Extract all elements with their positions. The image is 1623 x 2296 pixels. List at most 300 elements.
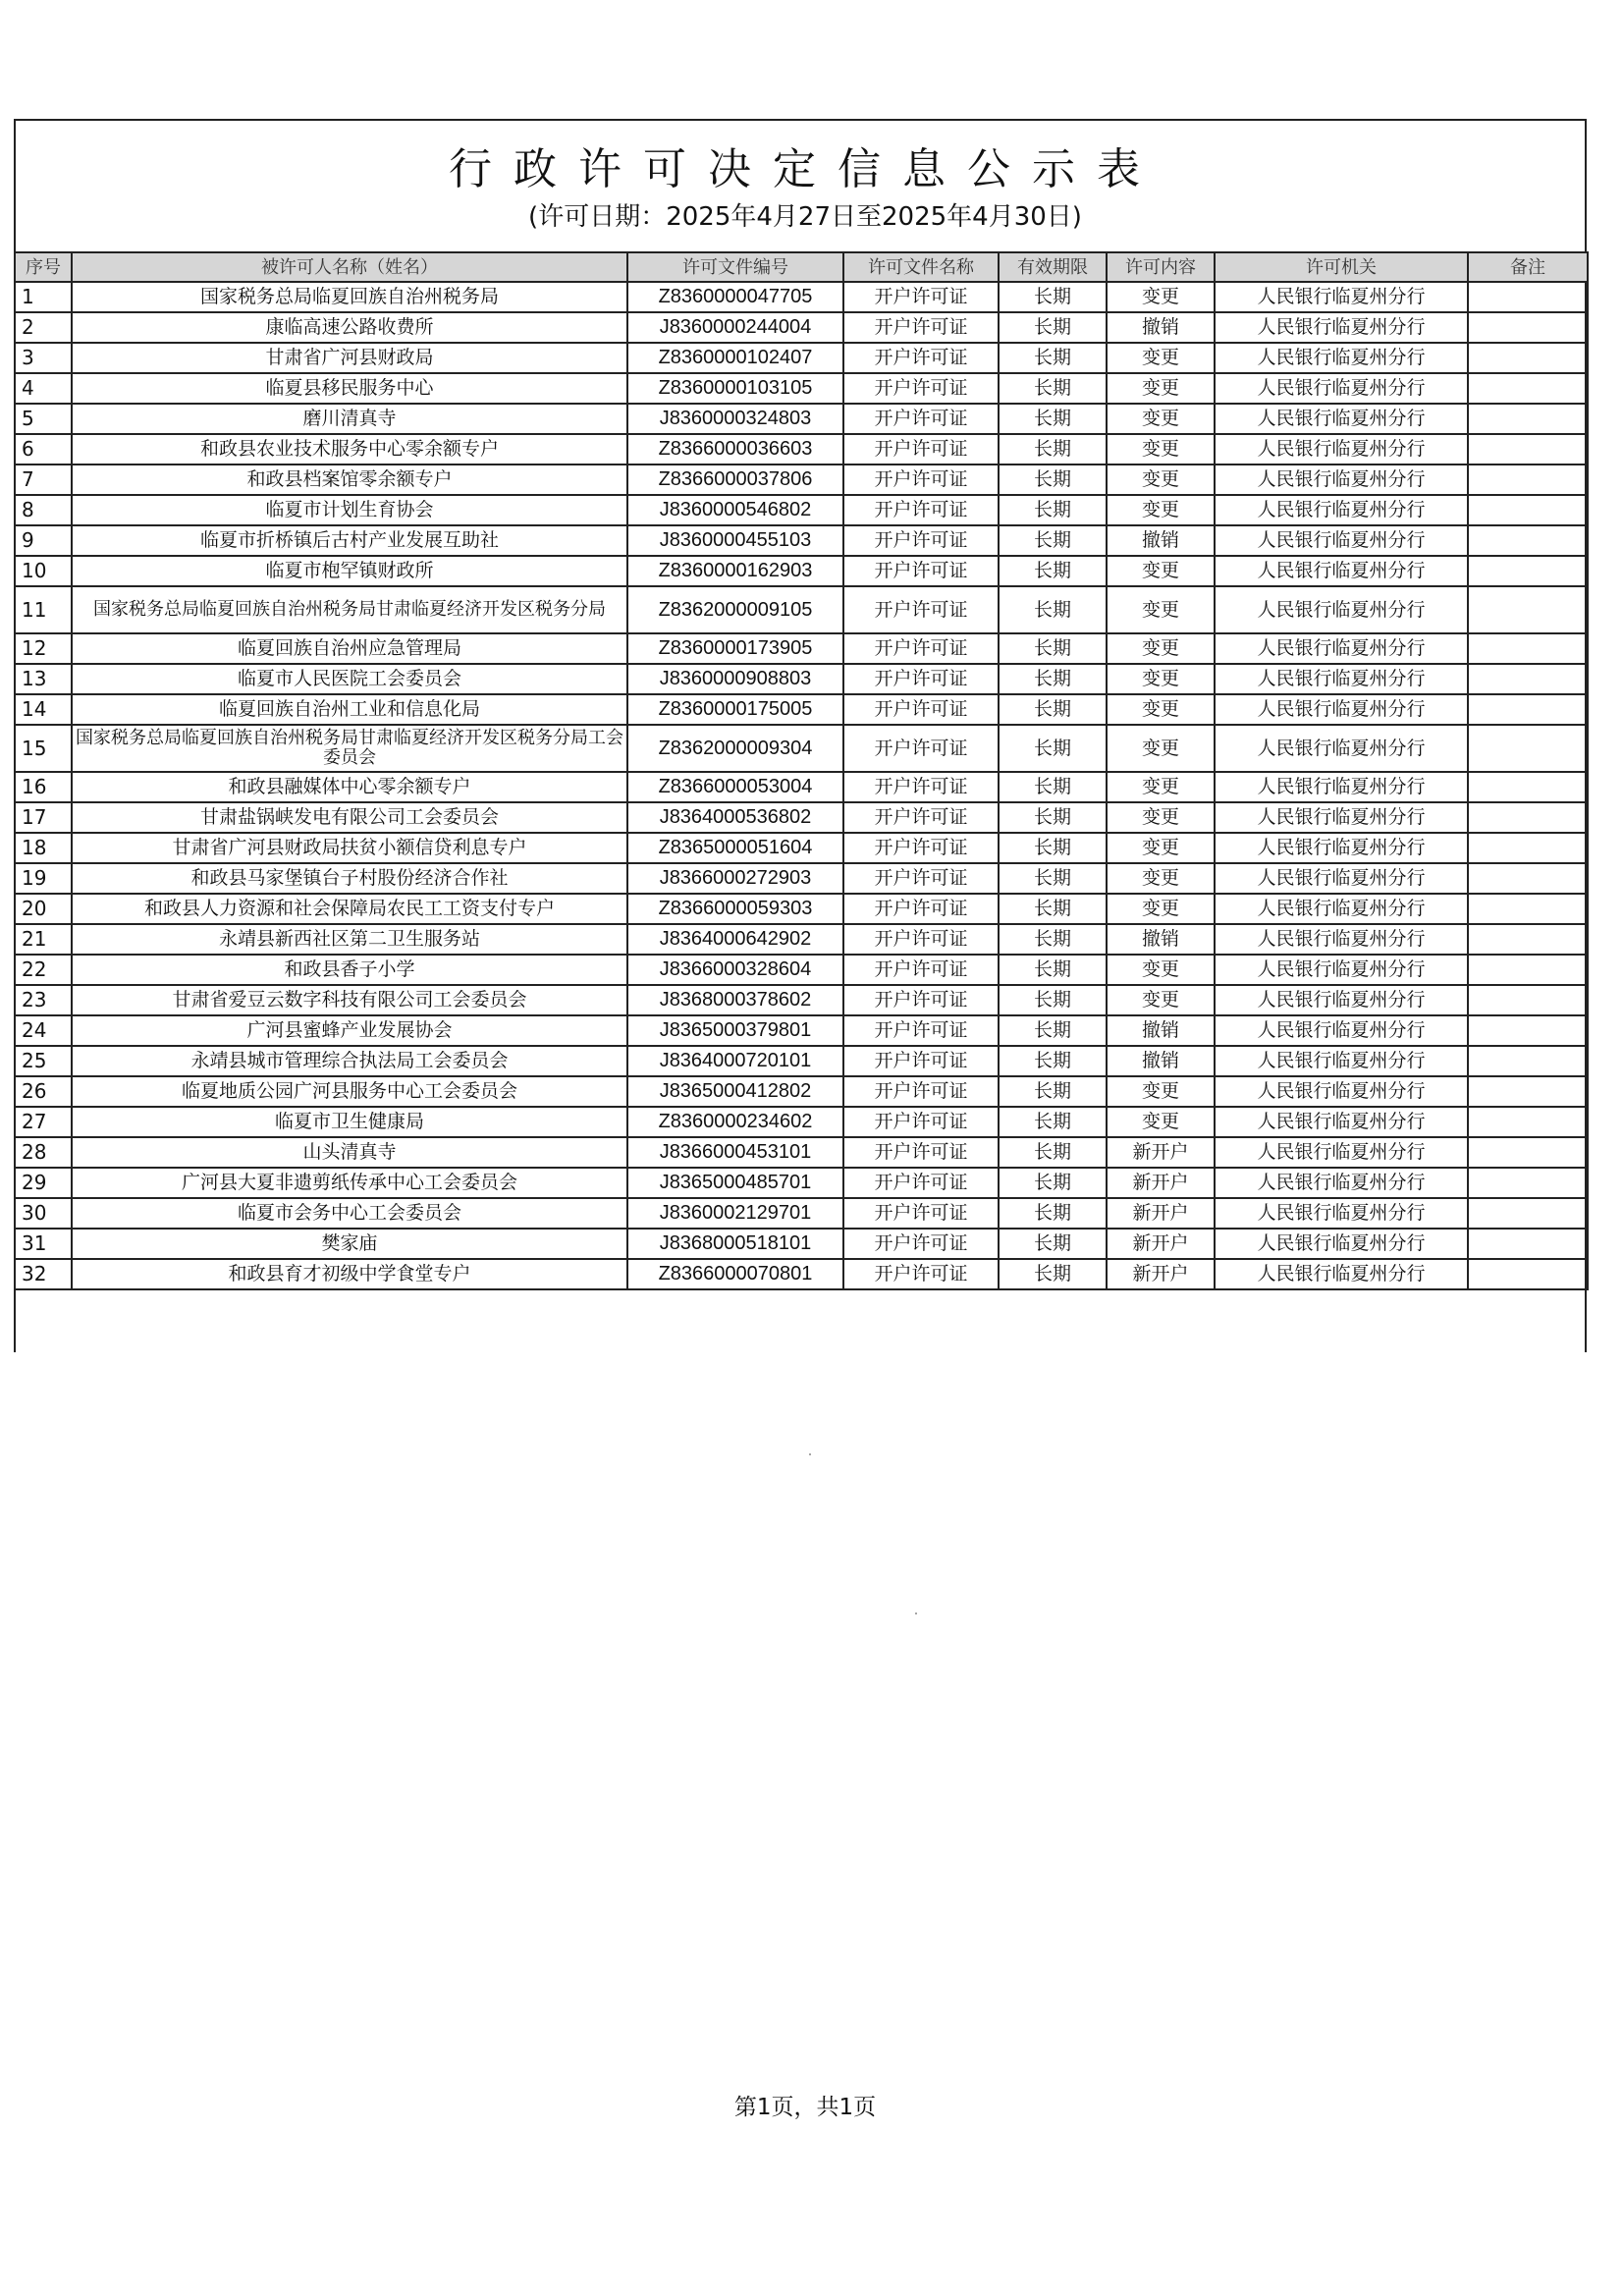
row-permit-code: Z8360000103105 bbox=[627, 373, 843, 404]
row-licensee-name: 山头清真寺 bbox=[72, 1137, 627, 1168]
row-permit-code: Z8362000009304 bbox=[627, 725, 843, 772]
row-permit-doc: 开户许可证 bbox=[843, 1229, 999, 1259]
row-licensee-name: 和政县人力资源和社会保障局农民工工资支付专户 bbox=[72, 894, 627, 924]
row-seq: 1 bbox=[15, 282, 72, 312]
row-permit-doc: 开户许可证 bbox=[843, 556, 999, 586]
row-seq: 15 bbox=[15, 725, 72, 772]
row-validity: 长期 bbox=[999, 955, 1107, 985]
row-permit-code: J8360000546802 bbox=[627, 495, 843, 525]
row-authority: 人民银行临夏州分行 bbox=[1215, 404, 1468, 434]
row-seq: 24 bbox=[15, 1015, 72, 1046]
row-authority: 人民银行临夏州分行 bbox=[1215, 465, 1468, 495]
row-authority: 人民银行临夏州分行 bbox=[1215, 556, 1468, 586]
row-permit-code: Z8360000047705 bbox=[627, 282, 843, 312]
row-licensee-name: 国家税务总局临夏回族自治州税务局甘肃临夏经济开发区税务分局工会委员会 bbox=[72, 725, 627, 772]
table-row bbox=[15, 525, 1588, 556]
row-remark bbox=[1468, 1198, 1588, 1229]
row-licensee-name: 甘肃省广河县财政局 bbox=[72, 343, 627, 373]
row-licensee-name: 国家税务总局临夏回族自治州税务局 bbox=[72, 282, 627, 312]
row-authority: 人民银行临夏州分行 bbox=[1215, 955, 1468, 985]
document-subtitle: (许可日期：2025年4月27日至2025年4月30日) bbox=[528, 202, 1082, 232]
row-permit-code: J8360000455103 bbox=[627, 525, 843, 556]
row-permit-doc: 开户许可证 bbox=[843, 1076, 999, 1107]
row-seq: 11 bbox=[15, 586, 72, 633]
row-licensee-name: 甘肃省爱豆云数字科技有限公司工会委员会 bbox=[72, 985, 627, 1015]
row-validity: 长期 bbox=[999, 1046, 1107, 1076]
row-authority: 人民银行临夏州分行 bbox=[1215, 633, 1468, 664]
row-permit-content: 新开户 bbox=[1107, 1168, 1215, 1198]
row-authority: 人民银行临夏州分行 bbox=[1215, 312, 1468, 343]
row-remark bbox=[1468, 924, 1588, 955]
row-permit-doc: 开户许可证 bbox=[843, 1168, 999, 1198]
header-code: 许可文件编号 bbox=[627, 252, 843, 282]
row-remark bbox=[1468, 1107, 1588, 1137]
row-authority: 人民银行临夏州分行 bbox=[1215, 373, 1468, 404]
row-authority: 人民银行临夏州分行 bbox=[1215, 1259, 1468, 1289]
row-seq: 26 bbox=[15, 1076, 72, 1107]
row-permit-code: J8360000908803 bbox=[627, 664, 843, 694]
row-seq: 21 bbox=[15, 924, 72, 955]
row-permit-content: 变更 bbox=[1107, 373, 1215, 404]
table-row bbox=[15, 833, 1588, 863]
header-period: 有效期限 bbox=[999, 252, 1107, 282]
row-permit-code: J8365000379801 bbox=[627, 1015, 843, 1046]
row-validity: 长期 bbox=[999, 282, 1107, 312]
row-authority: 人民银行临夏州分行 bbox=[1215, 725, 1468, 772]
scan-speck bbox=[915, 1613, 917, 1614]
row-remark bbox=[1468, 664, 1588, 694]
row-permit-doc: 开户许可证 bbox=[843, 1015, 999, 1046]
row-permit-code: Z8360000173905 bbox=[627, 633, 843, 664]
row-seq: 20 bbox=[15, 894, 72, 924]
row-seq: 2 bbox=[15, 312, 72, 343]
row-remark bbox=[1468, 1168, 1588, 1198]
row-licensee-name: 和政县农业技术服务中心零余额专户 bbox=[72, 434, 627, 465]
row-remark bbox=[1468, 525, 1588, 556]
table-row bbox=[15, 985, 1588, 1015]
row-authority: 人民银行临夏州分行 bbox=[1215, 1137, 1468, 1168]
row-permit-code: J8360002129701 bbox=[627, 1198, 843, 1229]
row-permit-doc: 开户许可证 bbox=[843, 495, 999, 525]
row-remark bbox=[1468, 633, 1588, 664]
row-permit-doc: 开户许可证 bbox=[843, 802, 999, 833]
row-licensee-name: 永靖县新西社区第二卫生服务站 bbox=[72, 924, 627, 955]
row-remark bbox=[1468, 282, 1588, 312]
row-validity: 长期 bbox=[999, 495, 1107, 525]
row-authority: 人民银行临夏州分行 bbox=[1215, 1046, 1468, 1076]
table-row bbox=[15, 863, 1588, 894]
row-permit-doc: 开户许可证 bbox=[843, 1107, 999, 1137]
row-permit-content: 新开户 bbox=[1107, 1229, 1215, 1259]
row-seq: 19 bbox=[15, 863, 72, 894]
document-title: 行政许可决定信息公示表 bbox=[449, 144, 1162, 194]
row-licensee-name: 临夏地质公园广河县服务中心工会委员会 bbox=[72, 1076, 627, 1107]
row-permit-doc: 开户许可证 bbox=[843, 633, 999, 664]
row-validity: 长期 bbox=[999, 1015, 1107, 1046]
table-row bbox=[15, 694, 1588, 725]
row-validity: 长期 bbox=[999, 1107, 1107, 1137]
row-seq: 30 bbox=[15, 1198, 72, 1229]
table-row bbox=[15, 1076, 1588, 1107]
table-row bbox=[15, 924, 1588, 955]
row-permit-doc: 开户许可证 bbox=[843, 955, 999, 985]
row-authority: 人民银行临夏州分行 bbox=[1215, 282, 1468, 312]
row-validity: 长期 bbox=[999, 694, 1107, 725]
row-permit-content: 新开户 bbox=[1107, 1259, 1215, 1289]
row-remark bbox=[1468, 694, 1588, 725]
table-row bbox=[15, 633, 1588, 664]
row-permit-content: 变更 bbox=[1107, 434, 1215, 465]
row-seq: 22 bbox=[15, 955, 72, 985]
row-seq: 29 bbox=[15, 1168, 72, 1198]
row-validity: 长期 bbox=[999, 664, 1107, 694]
row-permit-doc: 开户许可证 bbox=[843, 894, 999, 924]
table-row bbox=[15, 404, 1588, 434]
row-seq: 4 bbox=[15, 373, 72, 404]
table-row bbox=[15, 465, 1588, 495]
table-row bbox=[15, 343, 1588, 373]
row-validity: 长期 bbox=[999, 1229, 1107, 1259]
row-remark bbox=[1468, 312, 1588, 343]
row-licensee-name: 临夏市会务中心工会委员会 bbox=[72, 1198, 627, 1229]
table-row bbox=[15, 1168, 1588, 1198]
row-remark bbox=[1468, 772, 1588, 802]
row-seq: 7 bbox=[15, 465, 72, 495]
row-authority: 人民银行临夏州分行 bbox=[1215, 664, 1468, 694]
row-licensee-name: 磨川清真寺 bbox=[72, 404, 627, 434]
row-authority: 人民银行临夏州分行 bbox=[1215, 924, 1468, 955]
table-row bbox=[15, 772, 1588, 802]
row-permit-doc: 开户许可证 bbox=[843, 404, 999, 434]
row-authority: 人民银行临夏州分行 bbox=[1215, 894, 1468, 924]
row-permit-code: J8366000272903 bbox=[627, 863, 843, 894]
header-content: 许可内容 bbox=[1107, 252, 1215, 282]
row-permit-code: J8366000328604 bbox=[627, 955, 843, 985]
row-remark bbox=[1468, 465, 1588, 495]
row-permit-doc: 开户许可证 bbox=[843, 772, 999, 802]
row-licensee-name: 临夏市计划生育协会 bbox=[72, 495, 627, 525]
row-permit-content: 变更 bbox=[1107, 772, 1215, 802]
row-permit-doc: 开户许可证 bbox=[843, 664, 999, 694]
row-permit-content: 变更 bbox=[1107, 664, 1215, 694]
row-seq: 27 bbox=[15, 1107, 72, 1137]
row-permit-code: Z8362000009105 bbox=[627, 586, 843, 633]
row-permit-code: Z8366000070801 bbox=[627, 1259, 843, 1289]
row-validity: 长期 bbox=[999, 924, 1107, 955]
row-authority: 人民银行临夏州分行 bbox=[1215, 1076, 1468, 1107]
row-remark bbox=[1468, 725, 1588, 772]
row-seq: 28 bbox=[15, 1137, 72, 1168]
row-seq: 17 bbox=[15, 802, 72, 833]
row-remark bbox=[1468, 556, 1588, 586]
row-licensee-name: 樊家庙 bbox=[72, 1229, 627, 1259]
table-row bbox=[15, 434, 1588, 465]
row-authority: 人民银行临夏州分行 bbox=[1215, 985, 1468, 1015]
row-validity: 长期 bbox=[999, 312, 1107, 343]
row-permit-doc: 开户许可证 bbox=[843, 343, 999, 373]
row-permit-doc: 开户许可证 bbox=[843, 985, 999, 1015]
table-row bbox=[15, 556, 1588, 586]
row-permit-doc: 开户许可证 bbox=[843, 924, 999, 955]
row-validity: 长期 bbox=[999, 1259, 1107, 1289]
row-validity: 长期 bbox=[999, 1168, 1107, 1198]
row-authority: 人民银行临夏州分行 bbox=[1215, 343, 1468, 373]
row-permit-doc: 开户许可证 bbox=[843, 1198, 999, 1229]
row-seq: 32 bbox=[15, 1259, 72, 1289]
table-row bbox=[15, 1046, 1588, 1076]
row-remark bbox=[1468, 495, 1588, 525]
table-row bbox=[15, 1107, 1588, 1137]
row-validity: 长期 bbox=[999, 633, 1107, 664]
row-validity: 长期 bbox=[999, 465, 1107, 495]
row-seq: 14 bbox=[15, 694, 72, 725]
row-authority: 人民银行临夏州分行 bbox=[1215, 1168, 1468, 1198]
row-permit-content: 变更 bbox=[1107, 586, 1215, 633]
row-seq: 6 bbox=[15, 434, 72, 465]
row-seq: 10 bbox=[15, 556, 72, 586]
row-permit-code: Z8366000053004 bbox=[627, 772, 843, 802]
row-permit-doc: 开户许可证 bbox=[843, 694, 999, 725]
row-permit-code: Z8365000051604 bbox=[627, 833, 843, 863]
row-licensee-name: 广河县蜜蜂产业发展协会 bbox=[72, 1015, 627, 1046]
row-validity: 长期 bbox=[999, 894, 1107, 924]
row-permit-code: J8364000642902 bbox=[627, 924, 843, 955]
row-licensee-name: 康临高速公路收费所 bbox=[72, 312, 627, 343]
row-remark bbox=[1468, 833, 1588, 863]
row-permit-content: 变更 bbox=[1107, 863, 1215, 894]
header-authority: 许可机关 bbox=[1215, 252, 1468, 282]
row-remark bbox=[1468, 1015, 1588, 1046]
row-permit-content: 变更 bbox=[1107, 802, 1215, 833]
row-remark bbox=[1468, 955, 1588, 985]
row-permit-doc: 开户许可证 bbox=[843, 282, 999, 312]
header-name: 被许可人名称（姓名） bbox=[72, 252, 627, 282]
row-licensee-name: 甘肃省广河县财政局扶贫小额信贷利息专户 bbox=[72, 833, 627, 863]
table-row bbox=[15, 664, 1588, 694]
row-licensee-name: 和政县香子小学 bbox=[72, 955, 627, 985]
row-validity: 长期 bbox=[999, 373, 1107, 404]
row-remark bbox=[1468, 985, 1588, 1015]
row-licensee-name: 和政县育才初级中学食堂专户 bbox=[72, 1259, 627, 1289]
row-remark bbox=[1468, 863, 1588, 894]
row-permit-code: J8365000485701 bbox=[627, 1168, 843, 1198]
table-row bbox=[15, 955, 1588, 985]
row-permit-content: 撤销 bbox=[1107, 1015, 1215, 1046]
row-seq: 16 bbox=[15, 772, 72, 802]
row-authority: 人民银行临夏州分行 bbox=[1215, 586, 1468, 633]
row-permit-content: 变更 bbox=[1107, 404, 1215, 434]
row-permit-code: J8368000378602 bbox=[627, 985, 843, 1015]
row-permit-doc: 开户许可证 bbox=[843, 465, 999, 495]
scan-speck bbox=[809, 1453, 811, 1455]
row-permit-code: Z8366000036603 bbox=[627, 434, 843, 465]
table-row bbox=[15, 1015, 1588, 1046]
row-licensee-name: 广河县大夏非遗剪纸传承中心工会委员会 bbox=[72, 1168, 627, 1198]
row-remark bbox=[1468, 1046, 1588, 1076]
permit-table bbox=[14, 251, 1589, 1290]
row-seq: 8 bbox=[15, 495, 72, 525]
row-validity: 长期 bbox=[999, 556, 1107, 586]
row-permit-content: 新开户 bbox=[1107, 1137, 1215, 1168]
row-seq: 13 bbox=[15, 664, 72, 694]
row-seq: 25 bbox=[15, 1046, 72, 1076]
row-remark bbox=[1468, 586, 1588, 633]
row-licensee-name: 临夏市枹罕镇财政所 bbox=[72, 556, 627, 586]
row-permit-content: 变更 bbox=[1107, 694, 1215, 725]
row-permit-code: J8366000453101 bbox=[627, 1137, 843, 1168]
table-row bbox=[15, 282, 1588, 312]
row-authority: 人民银行临夏州分行 bbox=[1215, 1107, 1468, 1137]
row-permit-code: Z8366000037806 bbox=[627, 465, 843, 495]
header-seq: 序号 bbox=[15, 252, 72, 282]
row-permit-content: 撤销 bbox=[1107, 312, 1215, 343]
row-validity: 长期 bbox=[999, 1137, 1107, 1168]
row-authority: 人民银行临夏州分行 bbox=[1215, 1229, 1468, 1259]
row-permit-content: 变更 bbox=[1107, 833, 1215, 863]
row-permit-content: 撤销 bbox=[1107, 1046, 1215, 1076]
row-validity: 长期 bbox=[999, 586, 1107, 633]
row-permit-doc: 开户许可证 bbox=[843, 863, 999, 894]
row-licensee-name: 临夏回族自治州应急管理局 bbox=[72, 633, 627, 664]
row-permit-code: J8364000720101 bbox=[627, 1046, 843, 1076]
table-row bbox=[15, 586, 1588, 633]
row-authority: 人民银行临夏州分行 bbox=[1215, 863, 1468, 894]
row-permit-code: J8360000244004 bbox=[627, 312, 843, 343]
row-remark bbox=[1468, 373, 1588, 404]
row-remark bbox=[1468, 1259, 1588, 1289]
row-authority: 人民银行临夏州分行 bbox=[1215, 1198, 1468, 1229]
row-seq: 9 bbox=[15, 525, 72, 556]
table-row bbox=[15, 495, 1588, 525]
row-validity: 长期 bbox=[999, 343, 1107, 373]
row-remark bbox=[1468, 343, 1588, 373]
row-permit-content: 新开户 bbox=[1107, 1198, 1215, 1229]
row-remark bbox=[1468, 894, 1588, 924]
row-permit-doc: 开户许可证 bbox=[843, 525, 999, 556]
row-remark bbox=[1468, 1229, 1588, 1259]
row-licensee-name: 临夏市折桥镇后古村产业发展互助社 bbox=[72, 525, 627, 556]
row-validity: 长期 bbox=[999, 404, 1107, 434]
row-licensee-name: 和政县马家堡镇台子村股份经济合作社 bbox=[72, 863, 627, 894]
row-validity: 长期 bbox=[999, 985, 1107, 1015]
row-authority: 人民银行临夏州分行 bbox=[1215, 772, 1468, 802]
row-permit-doc: 开户许可证 bbox=[843, 434, 999, 465]
row-permit-content: 变更 bbox=[1107, 725, 1215, 772]
table-row bbox=[15, 1259, 1588, 1289]
row-authority: 人民银行临夏州分行 bbox=[1215, 694, 1468, 725]
row-permit-doc: 开户许可证 bbox=[843, 1046, 999, 1076]
row-seq: 5 bbox=[15, 404, 72, 434]
row-validity: 长期 bbox=[999, 833, 1107, 863]
row-remark bbox=[1468, 1137, 1588, 1168]
row-permit-code: Z8360000234602 bbox=[627, 1107, 843, 1137]
row-seq: 31 bbox=[15, 1229, 72, 1259]
row-licensee-name: 国家税务总局临夏回族自治州税务局甘肃临夏经济开发区税务分局 bbox=[72, 586, 627, 633]
table-header-row bbox=[15, 252, 1588, 282]
header-doc: 许可文件名称 bbox=[843, 252, 999, 282]
row-remark bbox=[1468, 1076, 1588, 1107]
row-permit-doc: 开户许可证 bbox=[843, 312, 999, 343]
row-authority: 人民银行临夏州分行 bbox=[1215, 525, 1468, 556]
row-licensee-name: 甘肃盐锅峡发电有限公司工会委员会 bbox=[72, 802, 627, 833]
table-row bbox=[15, 1229, 1588, 1259]
row-validity: 长期 bbox=[999, 772, 1107, 802]
row-permit-content: 变更 bbox=[1107, 556, 1215, 586]
row-permit-content: 撤销 bbox=[1107, 924, 1215, 955]
row-permit-doc: 开户许可证 bbox=[843, 586, 999, 633]
row-licensee-name: 和政县档案馆零余额专户 bbox=[72, 465, 627, 495]
row-validity: 长期 bbox=[999, 802, 1107, 833]
row-permit-content: 变更 bbox=[1107, 1076, 1215, 1107]
row-validity: 长期 bbox=[999, 1076, 1107, 1107]
row-seq: 23 bbox=[15, 985, 72, 1015]
row-validity: 长期 bbox=[999, 525, 1107, 556]
row-licensee-name: 临夏市人民医院工会委员会 bbox=[72, 664, 627, 694]
row-permit-doc: 开户许可证 bbox=[843, 833, 999, 863]
row-authority: 人民银行临夏州分行 bbox=[1215, 495, 1468, 525]
table-row bbox=[15, 1198, 1588, 1229]
row-permit-content: 变更 bbox=[1107, 985, 1215, 1015]
row-permit-content: 变更 bbox=[1107, 633, 1215, 664]
row-permit-code: Z8360000102407 bbox=[627, 343, 843, 373]
row-permit-code: Z8360000175005 bbox=[627, 694, 843, 725]
row-licensee-name: 临夏县移民服务中心 bbox=[72, 373, 627, 404]
row-licensee-name: 临夏市卫生健康局 bbox=[72, 1107, 627, 1137]
row-validity: 长期 bbox=[999, 434, 1107, 465]
row-authority: 人民银行临夏州分行 bbox=[1215, 1015, 1468, 1046]
row-permit-code: J8368000518101 bbox=[627, 1229, 843, 1259]
row-permit-content: 变更 bbox=[1107, 955, 1215, 985]
row-permit-doc: 开户许可证 bbox=[843, 373, 999, 404]
row-validity: 长期 bbox=[999, 863, 1107, 894]
header-remark: 备注 bbox=[1468, 252, 1588, 282]
row-permit-code: Z8366000059303 bbox=[627, 894, 843, 924]
table-row bbox=[15, 1137, 1588, 1168]
row-remark bbox=[1468, 404, 1588, 434]
table-row bbox=[15, 312, 1588, 343]
row-licensee-name: 永靖县城市管理综合执法局工会委员会 bbox=[72, 1046, 627, 1076]
table-row bbox=[15, 725, 1588, 772]
table-row bbox=[15, 802, 1588, 833]
table-row bbox=[15, 373, 1588, 404]
row-permit-content: 变更 bbox=[1107, 343, 1215, 373]
row-permit-code: J8365000412802 bbox=[627, 1076, 843, 1107]
row-seq: 12 bbox=[15, 633, 72, 664]
row-permit-code: J8360000324803 bbox=[627, 404, 843, 434]
row-licensee-name: 和政县融媒体中心零余额专户 bbox=[72, 772, 627, 802]
row-authority: 人民银行临夏州分行 bbox=[1215, 434, 1468, 465]
row-permit-content: 变更 bbox=[1107, 894, 1215, 924]
row-permit-content: 变更 bbox=[1107, 1107, 1215, 1137]
table-row bbox=[15, 894, 1588, 924]
row-remark bbox=[1468, 434, 1588, 465]
row-permit-content: 变更 bbox=[1107, 282, 1215, 312]
row-permit-content: 撤销 bbox=[1107, 525, 1215, 556]
row-permit-code: Z8360000162903 bbox=[627, 556, 843, 586]
row-permit-code: J8364000536802 bbox=[627, 802, 843, 833]
row-validity: 长期 bbox=[999, 725, 1107, 772]
row-permit-doc: 开户许可证 bbox=[843, 1137, 999, 1168]
row-seq: 18 bbox=[15, 833, 72, 863]
page-footer: 第1页，共1页 bbox=[733, 2095, 877, 2120]
row-seq: 3 bbox=[15, 343, 72, 373]
row-authority: 人民银行临夏州分行 bbox=[1215, 833, 1468, 863]
row-permit-content: 变更 bbox=[1107, 495, 1215, 525]
row-permit-content: 变更 bbox=[1107, 465, 1215, 495]
row-authority: 人民银行临夏州分行 bbox=[1215, 802, 1468, 833]
row-remark bbox=[1468, 802, 1588, 833]
row-licensee-name: 临夏回族自治州工业和信息化局 bbox=[72, 694, 627, 725]
